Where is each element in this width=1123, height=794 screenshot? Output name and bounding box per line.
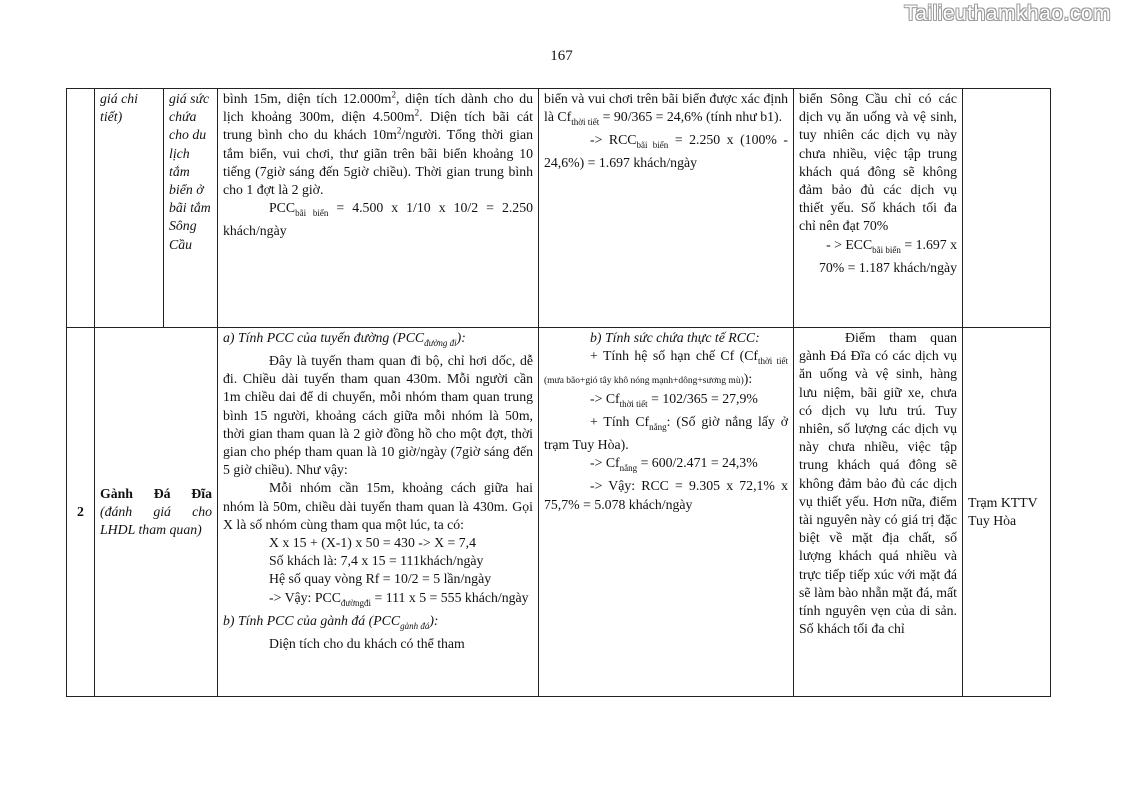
row2-ecc-cell: Điểm tham quan gành Đá Đĩa có các dịch vụ ăn uống và vệ sinh, hàng lưu niệm, bãi giữ xe, chưa có dịch vụ lưu trú. Tuy nhiên, số lượng các dịch vụ này chưa nhiều, việc tập trung khách quá đông sẽ không đảm bảo đủ các dịch vụ thiết yếu. Hơn nữa, điểm tài nguyên này có giá trị đặc biệt về mặt địa chất, số lượng khách quá nhiều và trực tiếp tiếp xúc với mặt đá sẽ làm bào nhẵn mặt đá, mất tính nguyên vẹn của di sản. Số khách tối đa chỉ <box>794 328 963 697</box>
row2-site-name: Gành Đá Đĩa <box>100 485 212 501</box>
table-row <box>67 328 1051 697</box>
row2-number-cell: 2 <box>67 328 95 697</box>
row1-criteria-cell <box>164 89 218 328</box>
row2-rcc-cell: b) Tính sức chứa thực tế RCC: + Tính hệ số hạn chế Cf ($Cf_{thời tiết}$ (mưa bão+gió tây khô nóng mạnh+dông+sương mù)): -> $Cf_{thời tiết} = 102/365 = 27,9\%$ + Tính $Cf_{nắng}$: (Số giờ nắng lấy ở trạm Tuy Hòa). -> $Cf_{nắng} = 600/2.471 = 24,3\%$ -> Vậy: RCC = 9.305 x 72,1% x 75,7% = 5.078 khách/ngày <box>539 328 794 697</box>
row1-source-cell <box>963 89 1051 328</box>
watermark: Tailieuthamkhao.com <box>904 2 1111 25</box>
table-row <box>67 89 1051 328</box>
row1-site-text: giá chi tiết) <box>100 91 138 125</box>
row1-site-cell <box>95 89 164 328</box>
row2-station-text: Trạm KTTV Tuy Hòa <box>968 494 1038 528</box>
row2-site-cell <box>95 328 218 697</box>
row1-criteria-text: giá sức chứa cho du lịch tắm biển ở bãi tắm Sông Cầu <box>169 91 211 252</box>
page-number: 167 <box>550 48 573 64</box>
evaluation-table <box>66 88 1051 697</box>
row2-pcc-cell: a) Tính PCC của tuyến đường $(PCC_{đường đi})$: Đây là tuyến tham quan đi bộ, chỉ hơi dốc, dễ đi. Chiều dài tuyến tham quan 430m. Mỗi người cần 1m chiều dai để di chuyển, mỗi nhóm tham quan trung bình 15 người, khoảng cách giữa mỗi nhóm là 50m, thời gian tham quan là 2 giờ đồng hồ cho một đợt, thời gian cho phép tham quan là 10 giờ/ngày (7giờ sáng đến 5 giờ chiều). Như vậy: Mỗi nhóm cần 15m, khoảng cách giữa hai nhóm là 50m, chiều dài tuyến tham quan là 430m. Gọi X là số nhóm cùng tham qua một lúc, ta có: X x 15 + (X-1) x 50 = 430 -> X = 7,4 Số khách là: 7,4 x 15 = 111khách/ngày Hệ số quay vòng Rf = 10/2 = 5 lần/ngày -> Vậy: $PCC_{đườngđi} = 111$ x 5 = 555 khách/ngày b) Tính PCC của gành đá $(PCC_{gành đá})$: Diện tích cho du khách có thể tham <box>218 328 539 697</box>
row1-ecc-cell: biển Sông Cầu chỉ có các dịch vụ ăn uống và vệ sinh, tuy nhiên các dịch vụ này chưa nhiều, việc tập trung khách quá đông sẽ không đảm bảo đủ các dịch vụ thiết yếu. Số khách tối đa chỉ nên đạt 70% - > $ECC_{bãi biển} = 1.697$ x 70% = 1.187 khách/ngày <box>794 89 963 328</box>
row2-source-cell <box>963 328 1051 697</box>
row1-pcc-cell: bình 15m, diện tích $12.000m^2$, diện tích dành cho du lịch khoảng 300m, diện $4.500m^2$. Diện tích bãi cát trung bình cho du khách $10m^2$/người. Tổng thời gian tắm biển, vui chơi, thư giãn trên bãi biển khoảng 10 tiếng (7giờ sáng đến 5giờ chiều). Thời gian trung bình cho 1 đợt là 2 giờ. $PCC_{bãi biển} = 4.500$ x 1/10 x 10/2 = 2.250 khách/ngày <box>218 89 539 328</box>
row1-rcc-cell: biển và vui chơi trên bãi biển được xác định là $Cf_{thời tiết} = 90/365 = 24,6\%$ (tính như b1). -> $RCC_{bãi biển} = 2.250$ x (100% - 24,6%) = 1.697 khách/ngày <box>539 89 794 328</box>
row2-site-note: (đánh giá cho LHDL tham quan) <box>100 503 212 538</box>
row1-number-cell <box>67 89 95 328</box>
